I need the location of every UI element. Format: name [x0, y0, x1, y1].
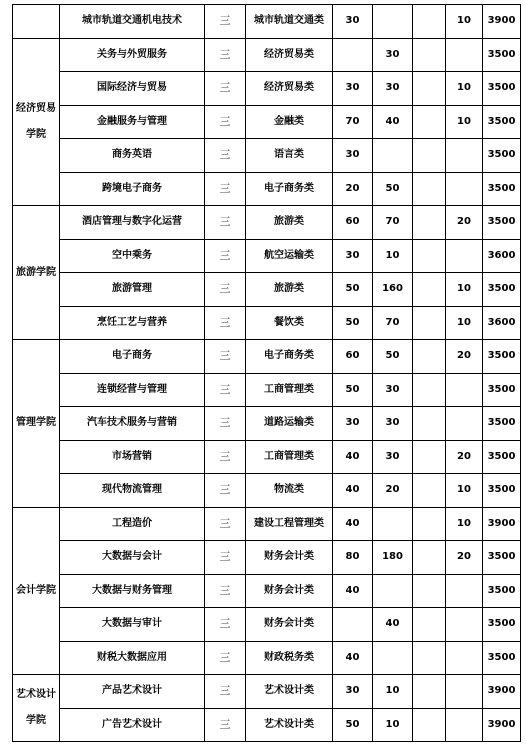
quota-cell-4: 10 [446, 474, 483, 508]
quota-cell-3 [413, 38, 446, 72]
level-cell: 三 [205, 72, 246, 106]
quota-cell-3 [413, 206, 446, 240]
major-cell: 商务英语 [60, 139, 205, 173]
quota-cell-3 [413, 306, 446, 340]
quota-cell-3 [413, 407, 446, 441]
quota-cell-2: 180 [373, 541, 413, 575]
category-cell: 金融类 [246, 105, 333, 139]
quota-cell-1: 50 [333, 273, 373, 307]
fee-cell: 3500 [483, 440, 521, 474]
quota-cell-4 [446, 172, 483, 206]
quota-cell-1: 40 [333, 574, 373, 608]
quota-cell-4: 10 [446, 105, 483, 139]
major-cell: 广告艺术设计 [60, 708, 205, 742]
major-cell: 大数据与审计 [60, 608, 205, 642]
table-row [13, 407, 521, 441]
major-cell: 国际经济与贸易 [60, 72, 205, 106]
table-row [13, 541, 521, 575]
quota-cell-3 [413, 440, 446, 474]
quota-cell-4 [446, 641, 483, 675]
fee-cell: 3600 [483, 239, 521, 273]
quota-cell-2 [373, 139, 413, 173]
quota-cell-2: 50 [373, 340, 413, 374]
level-cell: 三 [205, 206, 246, 240]
level-cell: 三 [205, 541, 246, 575]
fee-cell: 3900 [483, 507, 521, 541]
quota-cell-3 [413, 541, 446, 575]
quota-cell-2: 10 [373, 675, 413, 709]
category-cell: 经济贸易类 [246, 72, 333, 106]
level-cell: 三 [205, 172, 246, 206]
fee-cell: 3900 [483, 708, 521, 742]
major-cell: 现代物流管理 [60, 474, 205, 508]
category-cell: 艺术设计类 [246, 708, 333, 742]
level-cell: 三 [205, 340, 246, 374]
category-cell: 财务会计类 [246, 541, 333, 575]
category-cell: 电子商务类 [246, 172, 333, 206]
fee-cell: 3900 [483, 675, 521, 709]
quota-cell-3 [413, 507, 446, 541]
major-cell: 财税大数据应用 [60, 641, 205, 675]
level-cell: 三 [205, 608, 246, 642]
quota-cell-2: 10 [373, 239, 413, 273]
quota-cell-1: 30 [333, 407, 373, 441]
quota-cell-4 [446, 373, 483, 407]
quota-cell-3 [413, 641, 446, 675]
table-row [13, 5, 521, 39]
quota-cell-3 [413, 675, 446, 709]
quota-cell-3 [413, 340, 446, 374]
quota-cell-3 [413, 239, 446, 273]
quota-cell-1 [333, 608, 373, 642]
category-cell: 旅游类 [246, 273, 333, 307]
quota-cell-4: 10 [446, 5, 483, 39]
quota-cell-4: 10 [446, 72, 483, 106]
quota-cell-3 [413, 608, 446, 642]
table-row [13, 474, 521, 508]
quota-cell-2: 70 [373, 306, 413, 340]
category-cell: 物流类 [246, 474, 333, 508]
fee-cell: 3500 [483, 38, 521, 72]
quota-cell-2: 30 [373, 440, 413, 474]
category-cell: 旅游类 [246, 206, 333, 240]
fee-cell: 3500 [483, 574, 521, 608]
quota-cell-1: 40 [333, 440, 373, 474]
level-cell: 三 [205, 474, 246, 508]
fee-cell: 3500 [483, 373, 521, 407]
quota-cell-2 [373, 574, 413, 608]
table-row [13, 440, 521, 474]
quota-cell-2: 30 [373, 72, 413, 106]
quota-cell-4 [446, 139, 483, 173]
quota-cell-4: 20 [446, 206, 483, 240]
quota-cell-2: 50 [373, 172, 413, 206]
category-cell: 建设工程管理类 [246, 507, 333, 541]
fee-cell: 3500 [483, 407, 521, 441]
major-cell: 关务与外贸服务 [60, 38, 205, 72]
quota-cell-4: 10 [446, 507, 483, 541]
quota-cell-4: 10 [446, 273, 483, 307]
level-cell: 三 [205, 5, 246, 39]
quota-cell-1: 30 [333, 675, 373, 709]
table-row [13, 340, 521, 374]
level-cell: 三 [205, 306, 246, 340]
college-cell: 管理学院 [13, 340, 60, 508]
quota-cell-2 [373, 507, 413, 541]
fee-cell: 3500 [483, 340, 521, 374]
quota-cell-1: 50 [333, 306, 373, 340]
major-cell: 汽车技术服务与营销 [60, 407, 205, 441]
table-row [13, 373, 521, 407]
table-row [13, 172, 521, 206]
fee-cell: 3500 [483, 105, 521, 139]
level-cell: 三 [205, 440, 246, 474]
college-cell: 艺术设计学院 [13, 675, 60, 742]
level-cell: 三 [205, 273, 246, 307]
quota-cell-2: 30 [373, 407, 413, 441]
quota-cell-3 [413, 373, 446, 407]
level-cell: 三 [205, 373, 246, 407]
major-cell: 金融服务与管理 [60, 105, 205, 139]
table-row [13, 72, 521, 106]
quota-cell-3 [413, 708, 446, 742]
category-cell: 财政税务类 [246, 641, 333, 675]
category-cell: 航空运输类 [246, 239, 333, 273]
level-cell: 三 [205, 239, 246, 273]
major-cell: 空中乘务 [60, 239, 205, 273]
quota-cell-4 [446, 574, 483, 608]
quota-cell-3 [413, 273, 446, 307]
fee-cell: 3500 [483, 541, 521, 575]
level-cell: 三 [205, 105, 246, 139]
quota-cell-1: 60 [333, 206, 373, 240]
quota-cell-2: 40 [373, 105, 413, 139]
major-cell: 大数据与会计 [60, 541, 205, 575]
quota-cell-4 [446, 675, 483, 709]
category-cell: 道路运输类 [246, 407, 333, 441]
table-row [13, 206, 521, 240]
major-cell: 跨境电子商务 [60, 172, 205, 206]
quota-cell-2: 10 [373, 708, 413, 742]
fee-cell: 3500 [483, 608, 521, 642]
table-row [13, 306, 521, 340]
major-cell: 市场营销 [60, 440, 205, 474]
table-row [13, 708, 521, 742]
quota-cell-3 [413, 172, 446, 206]
quota-cell-4 [446, 239, 483, 273]
quota-cell-1: 30 [333, 139, 373, 173]
quota-cell-1: 50 [333, 373, 373, 407]
table-row [13, 641, 521, 675]
category-cell: 艺术设计类 [246, 675, 333, 709]
quota-cell-4 [446, 708, 483, 742]
quota-cell-1: 70 [333, 105, 373, 139]
quota-cell-1: 40 [333, 641, 373, 675]
table-row [13, 273, 521, 307]
quota-cell-2 [373, 5, 413, 39]
college-cell [13, 5, 60, 39]
quota-cell-4 [446, 407, 483, 441]
table-row [13, 139, 521, 173]
enrollment-table [12, 4, 521, 742]
table-row [13, 105, 521, 139]
fee-cell: 3500 [483, 139, 521, 173]
category-cell: 工商管理类 [246, 440, 333, 474]
category-cell: 财务会计类 [246, 608, 333, 642]
quota-cell-1: 40 [333, 474, 373, 508]
quota-cell-3 [413, 105, 446, 139]
quota-cell-1: 80 [333, 541, 373, 575]
level-cell: 三 [205, 139, 246, 173]
table-row [13, 239, 521, 273]
quota-cell-4 [446, 38, 483, 72]
quota-cell-1: 50 [333, 708, 373, 742]
quota-cell-1 [333, 38, 373, 72]
level-cell: 三 [205, 574, 246, 608]
level-cell: 三 [205, 407, 246, 441]
category-cell: 餐饮类 [246, 306, 333, 340]
enrollment-table-body [13, 5, 521, 742]
quota-cell-1: 30 [333, 72, 373, 106]
table-row [13, 574, 521, 608]
category-cell: 工商管理类 [246, 373, 333, 407]
quota-cell-4: 10 [446, 306, 483, 340]
category-cell: 经济贸易类 [246, 38, 333, 72]
quota-cell-2: 30 [373, 373, 413, 407]
quota-cell-2: 20 [373, 474, 413, 508]
fee-cell: 3500 [483, 72, 521, 106]
fee-cell: 3900 [483, 5, 521, 39]
major-cell: 城市轨道交通机电技术 [60, 5, 205, 39]
quota-cell-4: 20 [446, 340, 483, 374]
table-row [13, 675, 521, 709]
level-cell: 三 [205, 38, 246, 72]
category-cell: 城市轨道交通类 [246, 5, 333, 39]
quota-cell-3 [413, 474, 446, 508]
college-cell: 会计学院 [13, 507, 60, 675]
quota-cell-1: 30 [333, 239, 373, 273]
level-cell: 三 [205, 641, 246, 675]
level-cell: 三 [205, 507, 246, 541]
quota-cell-3 [413, 72, 446, 106]
quota-cell-1: 20 [333, 172, 373, 206]
major-cell: 连锁经营与管理 [60, 373, 205, 407]
fee-cell: 3500 [483, 206, 521, 240]
fee-cell: 3600 [483, 306, 521, 340]
quota-cell-2: 70 [373, 206, 413, 240]
major-cell: 酒店管理与数字化运营 [60, 206, 205, 240]
quota-cell-2: 40 [373, 608, 413, 642]
quota-cell-1: 40 [333, 507, 373, 541]
category-cell: 财务会计类 [246, 574, 333, 608]
college-cell: 经济贸易学院 [13, 38, 60, 206]
quota-cell-2: 30 [373, 38, 413, 72]
major-cell: 电子商务 [60, 340, 205, 374]
table-row [13, 608, 521, 642]
major-cell: 工程造价 [60, 507, 205, 541]
table-row [13, 507, 521, 541]
major-cell: 产品艺术设计 [60, 675, 205, 709]
quota-cell-4: 20 [446, 541, 483, 575]
quota-cell-2 [373, 641, 413, 675]
college-cell: 旅游学院 [13, 206, 60, 340]
category-cell: 语言类 [246, 139, 333, 173]
quota-cell-2: 160 [373, 273, 413, 307]
quota-cell-1: 60 [333, 340, 373, 374]
fee-cell: 3500 [483, 273, 521, 307]
quota-cell-4 [446, 608, 483, 642]
quota-cell-4: 20 [446, 440, 483, 474]
quota-cell-3 [413, 5, 446, 39]
level-cell: 三 [205, 675, 246, 709]
fee-cell: 3500 [483, 641, 521, 675]
fee-cell: 3500 [483, 172, 521, 206]
major-cell: 烹饪工艺与营养 [60, 306, 205, 340]
table-row [13, 38, 521, 72]
major-cell: 旅游管理 [60, 273, 205, 307]
major-cell: 大数据与财务管理 [60, 574, 205, 608]
level-cell: 三 [205, 708, 246, 742]
fee-cell: 3500 [483, 474, 521, 508]
quota-cell-3 [413, 139, 446, 173]
quota-cell-1: 30 [333, 5, 373, 39]
category-cell: 电子商务类 [246, 340, 333, 374]
quota-cell-3 [413, 574, 446, 608]
